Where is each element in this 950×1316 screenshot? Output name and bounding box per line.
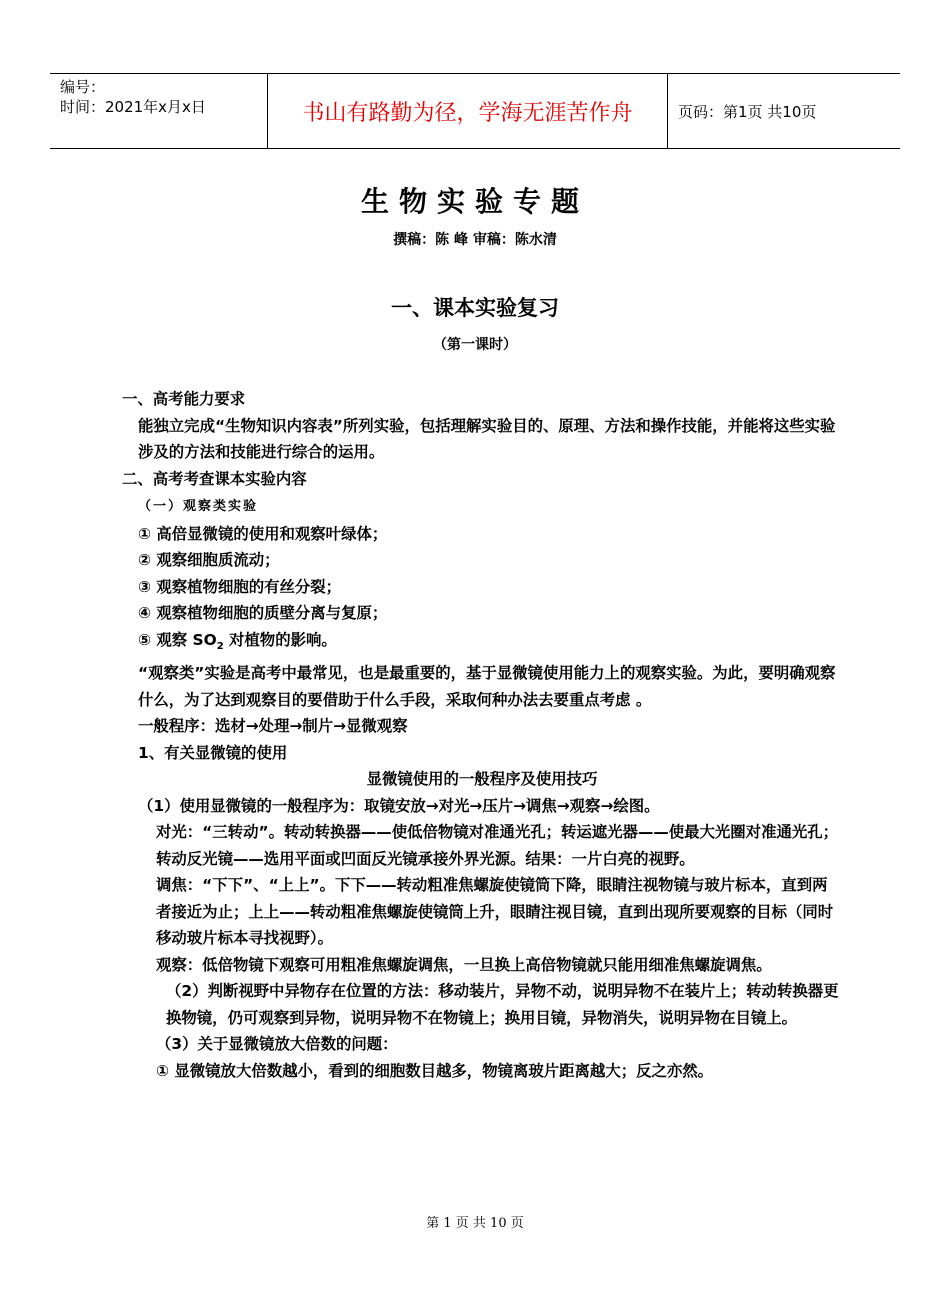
header-motto: 书山有路勤为径，学海无涯苦作舟 — [302, 100, 633, 126]
heading-requirements: 一、高考能力要求 — [122, 390, 246, 408]
header-divider — [667, 74, 668, 148]
header-page-label: 页码：第1页 共10页 — [678, 102, 817, 121]
paragraph: （2）判断视野中异物存在位置的方法：移动装片，异物不动，说明异物不在装片上；转动转换器更换物镜，仍可观察到异物，说明异物不在物镜上；换用目镜，异物消失，说明异物在目镜上。 — [166, 982, 839, 1027]
document-title: 生物实验专题 — [360, 185, 589, 218]
paragraph: 能独立完成“生物知识内容表”所列实验，包括理解实验目的、原理、方法和操作技能，并能将这些实验涉及的方法和技能进行综合的运用。 — [138, 416, 836, 461]
list-item: ① 高倍显微镜的使用和观察叶绿体； — [138, 524, 388, 543]
paragraph: （3）关于显微镜放大倍数的问题： — [156, 1035, 398, 1054]
list-item — [122, 627, 842, 661]
number-label: 编号： — [60, 78, 106, 96]
list-item: ② 观察细胞质流动； — [138, 551, 280, 569]
paragraph: “观察类”实验是高考中最常见，也是最重要的，基于显微镜使用能力上的观察实验。为此，要明确观察什么，为了达到观察目的要借助于什么手段，采取何种办法去要重点考虑 。 — [138, 664, 836, 709]
date-label: 时间：2021年x月x日 — [60, 98, 206, 116]
header-meta — [60, 77, 206, 117]
paragraph: ① 显微镜放大倍数越小，看到的细胞数目越多，物镜离玻片距离越大；反之亦然。 — [156, 1061, 714, 1080]
paragraph: 调焦：“下下”、“上上”。下下——转动粗准焦螺旋使镜筒下降，眼睛注视物镜与玻片标本，直到两者接近为止；上上——转动粗准焦螺旋使镜筒上升，眼睛注视目镜，直到出现所要观察的目标（同时移动玻片标本寻找视野）。 — [156, 876, 834, 948]
section-heading: 一、课本实验复习 — [391, 296, 559, 320]
list-item: ③ 观察植物细胞的有丝分裂； — [138, 577, 342, 596]
paragraph: （1）使用显微镜的一般程序为：取镜安放→对光→压片→调焦→观察→绘图。 — [138, 796, 660, 815]
page-footer: 第 1 页 共 10 页 — [426, 1216, 524, 1231]
paragraph: 对光：“三转动”。转动转换器——使低倍物镜对准通光孔；转运遮光器——使最大光圈对准通光孔；转动反光镜——选用平面或凹面反光镜承接外界光源。结果：一片白亮的视野。 — [156, 823, 839, 868]
centered-title: 显微镜使用的一般程序及使用技巧 — [366, 770, 598, 789]
header-table — [50, 73, 900, 149]
subheading-observation — [122, 492, 842, 521]
list-item-text: 对植物的影响。 — [223, 630, 337, 649]
list-item-text: ⑤ 观察 SO — [138, 630, 217, 649]
document-body — [122, 386, 842, 1084]
document-authors: 撰稿：陈 峰 审稿：陈水清 — [393, 232, 557, 248]
lesson-label: （第一课时） — [433, 337, 517, 353]
heading-content: 二、高考考查课本实验内容 — [122, 469, 307, 488]
subheading-microscope: 1、有关显微镜的使用 — [138, 743, 288, 762]
list-item: ④ 观察植物细胞的质壁分离与复原； — [138, 604, 388, 622]
paragraph: 观察：低倍物镜下观察可用粗准焦螺旋调焦，一旦换上高倍物镜就只能用细准焦螺旋调焦。 — [156, 955, 772, 974]
subscript: 2 — [216, 640, 224, 652]
procedure-line: 一般程序：选材→处理→制片→显微观察 — [138, 717, 408, 736]
subheading-text: （一）观察类实验 — [138, 499, 259, 514]
